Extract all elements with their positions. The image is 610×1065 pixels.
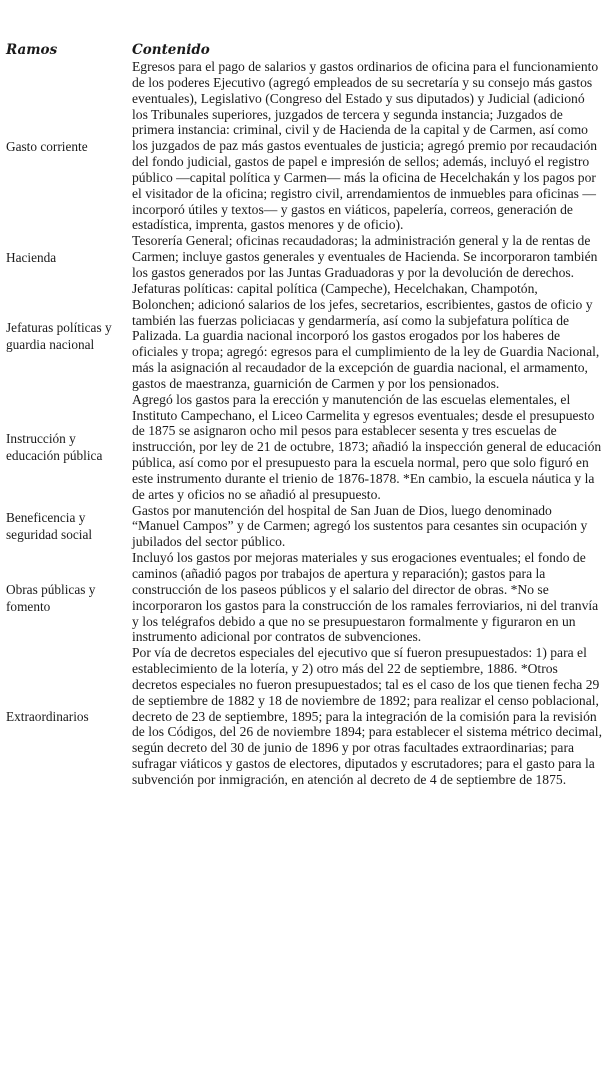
table-row bbox=[6, 645, 602, 788]
table-row bbox=[6, 281, 602, 392]
contenido-cell: Gastos por manutención del hospital de San Juan de Dios, luego denominado “Manuel Campos” y de Carmen; agregó los sustentos para cesantes sin ocupación y jubilados del sector público. bbox=[132, 502, 588, 550]
table-header-row bbox=[6, 42, 602, 59]
table-row bbox=[6, 503, 602, 551]
ramo-cell: Obras públicas y fomento bbox=[6, 581, 96, 614]
ramo-cell: Gasto corriente bbox=[6, 138, 88, 154]
contenido-cell: Egresos para el pago de salarios y gastos ordinarios de oficina para el funcionamiento de los poderes Ejecutivo (agregó empleados de su secretaría y su consejo más gastos eventuales), Legislativo (Congreso del Estado y sus diputados) y Judicial (adicionó los Tribunales superiores, juzgados de tercera y segunda instancia; Juzgados de primera instancia: criminal, civil y de Hacienda de la capital y de Carmen, así como los juzgados de paz más gastos eventuales de justicia; agregó premio por recaudación del fondo judicial, gastos de papel e impresión de sellos; además, incluyó el registro público —capital política y Carmen— más la oficina de Hecelchakán y los pagos por el visitador de la oficina; registro civil, arrendamientos de inmuebles para oficinas —incorporó útiles y textos— y gastos en viáticos, papelería, correos, generación de estadística, imprenta, gastos menores y de oficio). bbox=[132, 59, 599, 233]
ramos-table bbox=[6, 42, 602, 788]
contenido-cell: Jefaturas políticas: capital política (Campeche), Hecelchakan, Champotón, Bolonchen; adicionó salarios de los jefes, secretarios, escribientes, gastos de oficio y también las fuerzas policiacas y gendarmería, así como la subjefatura política de Palizada. La guardia nacional incorporó los gastos erogados por los haberes de oficiales y tropa; agregó: egresos para el cumplimiento de la ley de Guardia Nacional, más la asignación al recaudador de la excepción de guardia nacional, el armamento, gastos de maestranza, guarnición de Carmen y por los pensionados. bbox=[132, 280, 600, 391]
ramo-cell: Extraordinarios bbox=[6, 709, 89, 725]
table-row bbox=[6, 550, 602, 645]
contenido-cell: Tesorería General; oficinas recaudadoras; la administración general y la de rentas de Carmen; incluye gastos generales y eventuales de Hacienda. Se incorporaron también los gastos generados por las Juntas Graduadoras y por la devolución de derechos. bbox=[132, 233, 598, 280]
header-contenido: Contenido bbox=[132, 42, 210, 58]
contenido-cell: Agregó los gastos para la erección y manutención de las escuelas elementales, el Instituto Campechano, el Liceo Carmelita y egresos eventuales; desde el presupuesto de 1875 se asignaron ocho mil pesos para establecer sesenta y tres escuelas de instrucción, por ley de 21 de octubre, 1873; añadió la inspección general de educación pública, así como por el presupuesto para la escuela normal, pero que solo figuró en este instrumento durante el trienio de 1876-1878. *En cambio, la escuela náutica y la de artes y oficios no se añadió al presupuesto. bbox=[132, 391, 602, 502]
ramo-cell: Instrucción y educación pública bbox=[6, 431, 103, 464]
contenido-cell: Incluyó los gastos por mejoras materiales y sus erogaciones eventuales; el fondo de caminos (añadió pagos por trabajos de apertura y reparación); gastos para la construcción de los paseos públicos y el salario del director de obras. *No se incorporaron los gastos para la construcción de los ramales ferroviarios, ni del tranvía y los telégrafos debido a que no se presupuestaron formalmente y figuraron en un instrumento adicional por contratos de subvenciones. bbox=[132, 550, 599, 645]
header-ramos: Ramos bbox=[6, 42, 58, 58]
ramo-cell: Hacienda bbox=[6, 249, 57, 265]
ramo-cell: Beneficencia y seguridad social bbox=[6, 510, 93, 543]
ramo-cell: Jefaturas políticas y guardia nacional bbox=[6, 320, 112, 353]
table-row bbox=[6, 392, 602, 503]
table-row bbox=[6, 233, 602, 281]
contenido-cell: Por vía de decretos especiales del ejecutivo que sí fueron presupuestados: 1) para el establecimiento de la lotería, y 2) otro más del 22 de septiembre, 1886. *Otros decretos especiales no fueron presupuestados; tal es el caso de los que tienen fecha 29 de septiembre de 1882 y 18 de noviembre de 1892; para realizar el censo poblacional, decreto de 23 de septiembre, 1895; para la integración de la comisión para la revisión de los Códigos, del 26 de noviembre 1894; para establecer el sistema métrico decimal, según decreto del 30 de junio de 1896 y por otras facultades extraordinarias; para sufragar viáticos y gastos de electores, diputados y escrutadores; para el gasto para la subvención por inmigración, en atención al decreto de 4 de septiembre de 1875. bbox=[132, 645, 602, 787]
table-row bbox=[6, 59, 602, 233]
